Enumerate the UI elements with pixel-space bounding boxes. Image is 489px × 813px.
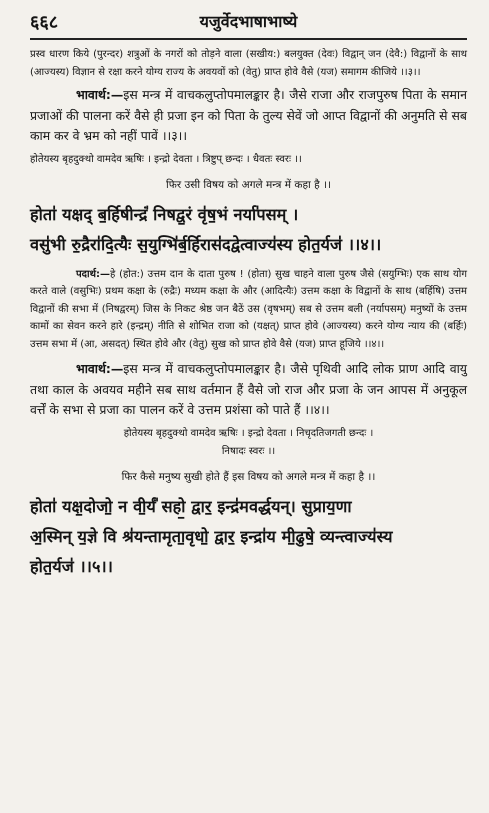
bhavartha-text: इस मन्त्र में वाचकलुप्तोपमालङ्कार है। जैसे पृथिवी आदि लोक प्राण आदि वायु तथा काल के अवयव महीने सब साथ वर्तमान हैं वैसे जो राज और प्रजा के जन आपस में अनुकूल वर्त्तें के सभा से प्रजा का पालन करें वे उत्तम प्रशंसा को पाते हैं ।।४।। <box>30 361 467 417</box>
padartha-text: हे (होत:) उत्तम दान के दाता पुरुष ! (होता) सुख चाहने वाला पुरुष जैसे (सयुग्भिः) एक साथ योग करते वाले (वसुभिः) प्रथम कक्षा के (रुद्रैः) मध्यम कक्षा के और (आदित्यैः) उत्तम कक्षा के विद्वानों के साथ (बर्हिषि) उत्तम विद्वानों की सभा में (निषद्वरम्) जिस के निकट श्रेष्ठ जन बैठें उस (वृषभम्) सब से उत्तम बली (नर्यापसम्) मनुष्यों के उत्तम कामों का सेवन करने हारे (इन्द्रम्) नीति से शोभित राजा को (यक्षत्) प्राप्त होवे (आज्यस्य) करने योग्य न्याय की (बर्हिः) उत्तम सभा में (आ, असदत्) स्थित होवे और (वेतु) सुख को प्राप्त होवे वैसे (यज) प्राप्त हूजिये ।।४।। <box>30 268 467 350</box>
padartha-label: पदार्थ:— <box>76 268 110 280</box>
bhavartha-label: भावार्थ:— <box>76 361 124 376</box>
previous-bhashya-paragraph: प्रस्व धारण किये (पुरन्दर) शत्रुओं के नगरों को तोड़ने वाला (सखीय:) बलयुक्त (देवः) विद्वान् जन (देवै:) विद्वानों के साथ (आज्यस्य) विज्ञान से रक्षा करने योग्य राज्य के अवयवों को (वेतु) प्राप्त होवे वैसे (यज) समागम कीजिये ।।३।। <box>30 49 467 78</box>
page-body <box>30 46 467 582</box>
mantra-4-line-1: होता॑ यक्षद् ब॒र्हिषीन्द्रं॑ निषद्व॒रं वृ॑ष॒भं नर्या॑पसम् । <box>30 204 299 224</box>
previous-bhavartha-paragraph <box>30 85 467 147</box>
mantra-4-intro: फिर उसी विषय को अगले मन्त्र में कहा है ।। <box>166 178 331 191</box>
mantra-5-intro: फिर कैसे मनुष्य सुखी होते हैं इस विषय को अगले मन्त्र में कहा है ।। <box>121 470 376 483</box>
mantra-5-metadata-line-1: होतेयस्य बृहदुक्थो वामदेव ऋषिः । इन्द्रो देवता । निचृदतिजगती छन्दः । <box>123 427 374 439</box>
header-rule <box>30 38 467 40</box>
mantra-5-line-3: होत॒र्यज॑ ।।५।। <box>30 556 114 576</box>
mantra-4-metadata: होतेयस्य बृहदुक्थो वामदेव ऋषिः । इन्द्रो देवता । त्रिष्टुप् छन्दः । धैवतः स्वरः ।। <box>30 153 302 165</box>
mantra-5-line-1: होता॑ यक्ष॒दोजो॒ न वी॒र्यं॑ सहो॒ द्वार॒ इन्द्र॑मवर्द्धयन्। सुप्राय॒णा <box>30 496 352 516</box>
mantra-4-line-2: वसु॑भी रु॒द्रैरा॑दि॒त्यैः स॒युग्भि॑र्ब॒र्हिरास॑दद्वेत्वाज्य॑स्य होत॒र्यज॑ ।।४।। <box>30 234 382 254</box>
mantra-5-metadata-line-2: निषादः स्वरः ।। <box>221 445 276 457</box>
page-header <box>30 8 467 38</box>
bhavartha-label: भावार्थ:— <box>76 87 124 102</box>
bhavartha-text: इस मन्त्र में वाचकलुप्तोपमालङ्कार है। जैसे राजा और राजपुरुष पिता के समान प्रजाओं की पालना करें वैसे ही प्रजा इन को पिता के तुल्य सेवें जो आप्त विद्वानों की अनुमति से सब काम कर वे भ्रम को नहीं पावें ।।३।। <box>30 87 468 143</box>
running-title: यजुर्वेदभाषाभाष्ये <box>199 12 298 31</box>
bhavartha-paragraph <box>30 359 467 421</box>
padartha-paragraph <box>30 266 467 354</box>
mantra-5-line-2: अ॒स्मिन् य॒ज्ञे वि श्र॑यन्तामृता॒वृधो॒ द्वार॒ इन्द्रा॑य मी॒ढुषे॒ व्यन्त्वाज्य॑स्य <box>30 526 393 546</box>
page-number: ६६८ <box>30 12 59 33</box>
